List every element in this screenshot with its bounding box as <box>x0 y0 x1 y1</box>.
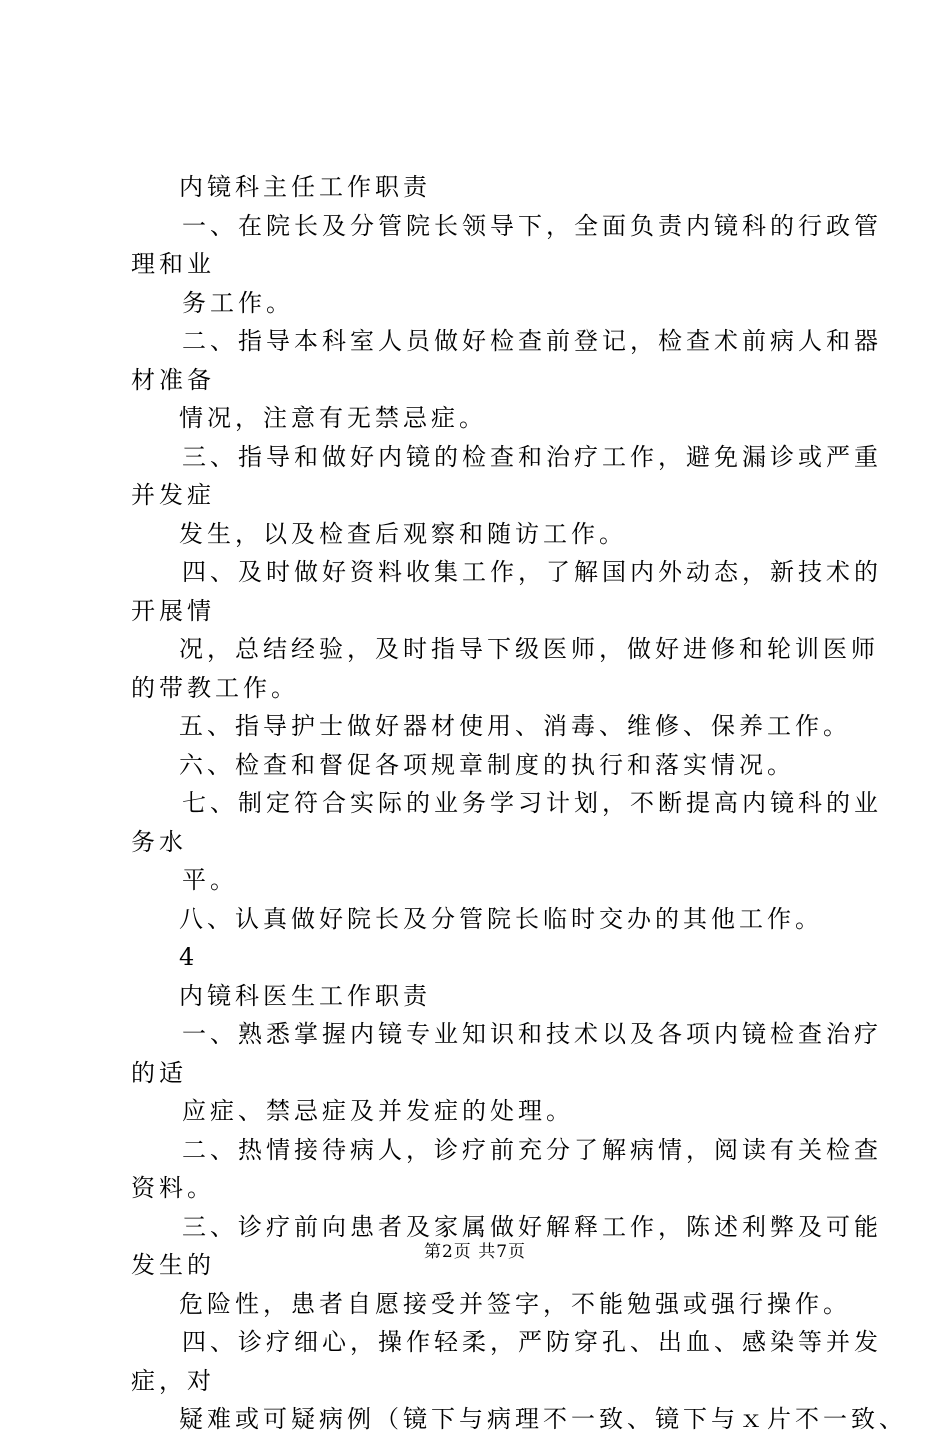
text-line: 发生的 <box>131 1251 215 1279</box>
text-line: 的适 <box>131 1058 187 1087</box>
text-line: 疑难或可疑病例（镜下与病理不一致、镜下与ｘ片不一致、 <box>179 1405 907 1433</box>
text-line: 五、指导护士做好器材使用、消毒、维修、保养工作。 <box>179 712 851 740</box>
text-line: 理和业 <box>131 250 215 278</box>
text-line: 内镜科医生工作职责 <box>179 981 431 1010</box>
text-line: 四、诊疗细心，操作轻柔，严防穿孔、出血、感染等并发 <box>182 1328 882 1356</box>
text-line: 七、制定符合实际的业务学习计划，不断提高内镜科的业 <box>182 789 882 817</box>
text-line: 内镜科主任工作职责 <box>179 173 431 201</box>
text-line: 应症、禁忌症及并发症的处理。 <box>182 1097 574 1125</box>
text-line: 情况，注意有无禁忌症。 <box>179 404 487 432</box>
text-line: 开展情 <box>131 596 215 625</box>
text-line: 平。 <box>182 866 238 894</box>
text-line: 发生，以及检查后观察和随访工作。 <box>179 519 627 548</box>
text-line: 资料。 <box>131 1174 215 1202</box>
text-line: 一、在院长及分管院长领导下，全面负责内镜科的行政管 <box>182 211 882 240</box>
text-line: 务工作。 <box>182 288 294 317</box>
text-line: 二、指导本科室人员做好检查前登记，检查术前病人和器 <box>182 327 882 355</box>
text-line: 4 <box>179 943 199 971</box>
text-line: 危险性，患者自愿接受并签字，不能勉强或强行操作。 <box>179 1289 851 1318</box>
text-line: 材准备 <box>131 365 215 394</box>
page-footer: 第2页 共7页 <box>423 1242 527 1262</box>
text-line: 症，对 <box>131 1366 215 1395</box>
text-line: 六、检查和督促各项规章制度的执行和落实情况。 <box>179 750 795 779</box>
text-line: 况，总结经验，及时指导下级医师，做好进修和轮训医师 <box>179 635 879 663</box>
text-line: 务水 <box>131 827 187 856</box>
text-line: 三、诊疗前向患者及家属做好解释工作，陈述利弊及可能 <box>182 1212 882 1241</box>
text-line: 一、熟悉掌握内镜专业知识和技术以及各项内镜检查治疗 <box>182 1020 882 1048</box>
text-line: 八、认真做好院长及分管院长临时交办的其他工作。 <box>179 904 823 933</box>
text-line: 并发症 <box>131 481 215 509</box>
text-line: 的带教工作。 <box>131 673 299 702</box>
text-line: 四、及时做好资料收集工作，了解国内外动态，新技术的 <box>182 558 882 586</box>
text-line: 三、指导和做好内镜的检查和治疗工作，避免漏诊或严重 <box>182 442 882 471</box>
text-line: 二、热情接待病人，诊疗前充分了解病情，阅读有关检查 <box>182 1135 882 1164</box>
